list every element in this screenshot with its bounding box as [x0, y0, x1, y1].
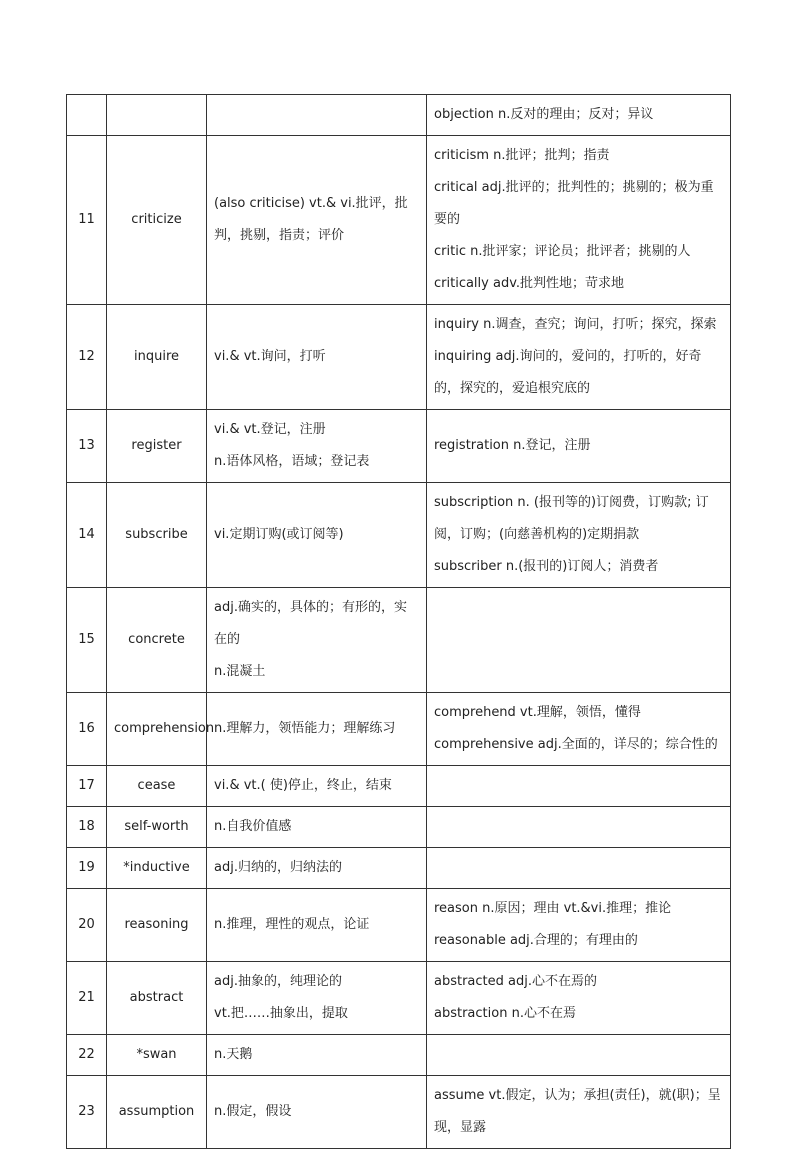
derivatives-cell — [427, 95, 731, 136]
entry-number: 16 — [67, 693, 107, 766]
meaning-line: vi.& vt.登记，注册 — [214, 422, 326, 437]
meaning-cell — [207, 136, 427, 305]
derivative-line: abstracted adj.心不在焉的 — [434, 974, 597, 989]
derivatives-cell — [427, 693, 731, 766]
meaning-line: n.推理，理性的观点，论证 — [214, 917, 370, 932]
headword — [107, 95, 207, 136]
headword: *swan — [107, 1035, 207, 1076]
headword: assumption — [107, 1076, 207, 1149]
derivative-line: assume vt.假定，认为；承担(责任)，就(职)；呈现，显露 — [434, 1088, 721, 1135]
entry-number: 19 — [67, 848, 107, 889]
derivatives-cell — [427, 588, 731, 693]
meaning-cell — [207, 588, 427, 693]
entry-number: 11 — [67, 136, 107, 305]
derivatives-cell — [427, 962, 731, 1035]
headword: concrete — [107, 588, 207, 693]
derivatives-cell — [427, 305, 731, 410]
table-row — [67, 693, 731, 766]
table-row — [67, 95, 731, 136]
derivative-line: comprehensive adj.全面的，详尽的；综合性的 — [434, 737, 718, 752]
meaning-line: adj.抽象的，纯理论的 — [214, 974, 342, 989]
derivative-line: critical adj.批评的；批判性的；挑剔的；极为重要的 — [434, 180, 714, 227]
entry-number: 13 — [67, 410, 107, 483]
derivatives-cell — [427, 1035, 731, 1076]
derivatives-cell — [427, 136, 731, 305]
derivative-line: objection n.反对的理由；反对；异议 — [434, 107, 654, 122]
headword: abstract — [107, 962, 207, 1035]
meaning-cell — [207, 807, 427, 848]
meaning-cell — [207, 766, 427, 807]
entry-number: 18 — [67, 807, 107, 848]
derivatives-cell — [427, 807, 731, 848]
table-row — [67, 1035, 731, 1076]
entry-number: 15 — [67, 588, 107, 693]
meaning-cell — [207, 889, 427, 962]
derivative-line: critically adv.批判性地；苛求地 — [434, 276, 625, 291]
meaning-line: n.假定，假设 — [214, 1104, 292, 1119]
entry-number: 17 — [67, 766, 107, 807]
derivatives-cell — [427, 410, 731, 483]
meaning-line: vi.定期订购(或订阅等) — [214, 527, 344, 542]
meaning-line: vt.把……抽象出，提取 — [214, 1006, 348, 1021]
meaning-cell — [207, 693, 427, 766]
table-row — [67, 483, 731, 588]
headword: subscribe — [107, 483, 207, 588]
derivative-line: subscriber n.(报刊的)订阅人；消费者 — [434, 559, 659, 574]
table-row — [67, 410, 731, 483]
meaning-line: (also criticise) vt.& vi.批评，批判，挑剔，指责；评价 — [214, 196, 408, 243]
table-row — [67, 136, 731, 305]
derivatives-cell — [427, 766, 731, 807]
derivative-line: comprehend vt.理解，领悟，懂得 — [434, 705, 641, 720]
meaning-line: vi.& vt.( 使)停止，终止，结束 — [214, 778, 392, 793]
derivatives-cell — [427, 483, 731, 588]
meaning-cell — [207, 1076, 427, 1149]
table-row — [67, 305, 731, 410]
derivative-line: registration n.登记，注册 — [434, 438, 591, 453]
meaning-line: n.天鹅 — [214, 1047, 253, 1062]
derivatives-cell — [427, 889, 731, 962]
headword: comprehension — [107, 693, 207, 766]
meaning-cell — [207, 410, 427, 483]
meaning-line: n.语体风格，语域；登记表 — [214, 454, 370, 469]
meaning-line: adj.确实的，具体的；有形的，实在的 — [214, 600, 407, 647]
entry-number: 22 — [67, 1035, 107, 1076]
entry-number: 12 — [67, 305, 107, 410]
table-row — [67, 962, 731, 1035]
vocabulary-table — [66, 94, 731, 1149]
table-row — [67, 807, 731, 848]
derivative-line: reasonable adj.合理的；有理由的 — [434, 933, 638, 948]
meaning-cell — [207, 305, 427, 410]
meaning-cell — [207, 483, 427, 588]
meaning-line: n.自我价值感 — [214, 819, 292, 834]
meaning-line: vi.& vt.询问，打听 — [214, 349, 326, 364]
table-row — [67, 588, 731, 693]
entry-number — [67, 95, 107, 136]
meaning-cell — [207, 848, 427, 889]
derivative-line: abstraction n.心不在焉 — [434, 1006, 576, 1021]
headword: *inductive — [107, 848, 207, 889]
entry-number: 23 — [67, 1076, 107, 1149]
headword: self-worth — [107, 807, 207, 848]
table-row — [67, 766, 731, 807]
vocabulary-table-body — [67, 95, 731, 1149]
meaning-cell — [207, 962, 427, 1035]
table-row — [67, 1076, 731, 1149]
derivative-line: critic n.批评家；评论员；批评者；挑剔的人 — [434, 244, 691, 259]
entry-number: 20 — [67, 889, 107, 962]
derivatives-cell — [427, 1076, 731, 1149]
meaning-cell — [207, 95, 427, 136]
meaning-line: adj.归纳的，归纳法的 — [214, 860, 342, 875]
meaning-line: n.混凝土 — [214, 664, 266, 679]
table-row — [67, 889, 731, 962]
headword: inquire — [107, 305, 207, 410]
derivative-line: subscription n. (报刊等的)订阅费，订购款; 订阅，订购；(向慈善机构的)定期捐款 — [434, 495, 709, 542]
meaning-line: n.理解力，领悟能力；理解练习 — [214, 721, 396, 736]
meaning-cell — [207, 1035, 427, 1076]
headword: criticize — [107, 136, 207, 305]
headword: register — [107, 410, 207, 483]
derivative-line: criticism n.批评；批判；指责 — [434, 148, 610, 163]
headword: cease — [107, 766, 207, 807]
derivative-line: inquiry n.调查，查究；询问，打听；探究，探索 — [434, 317, 717, 332]
headword: reasoning — [107, 889, 207, 962]
entry-number: 21 — [67, 962, 107, 1035]
derivative-line: reason n.原因；理由 vt.&vi.推理；推论 — [434, 901, 672, 916]
derivatives-cell — [427, 848, 731, 889]
entry-number: 14 — [67, 483, 107, 588]
table-row — [67, 848, 731, 889]
derivative-line: inquiring adj.询问的，爱问的，打听的，好奇的，探究的，爱追根究底的 — [434, 349, 702, 396]
